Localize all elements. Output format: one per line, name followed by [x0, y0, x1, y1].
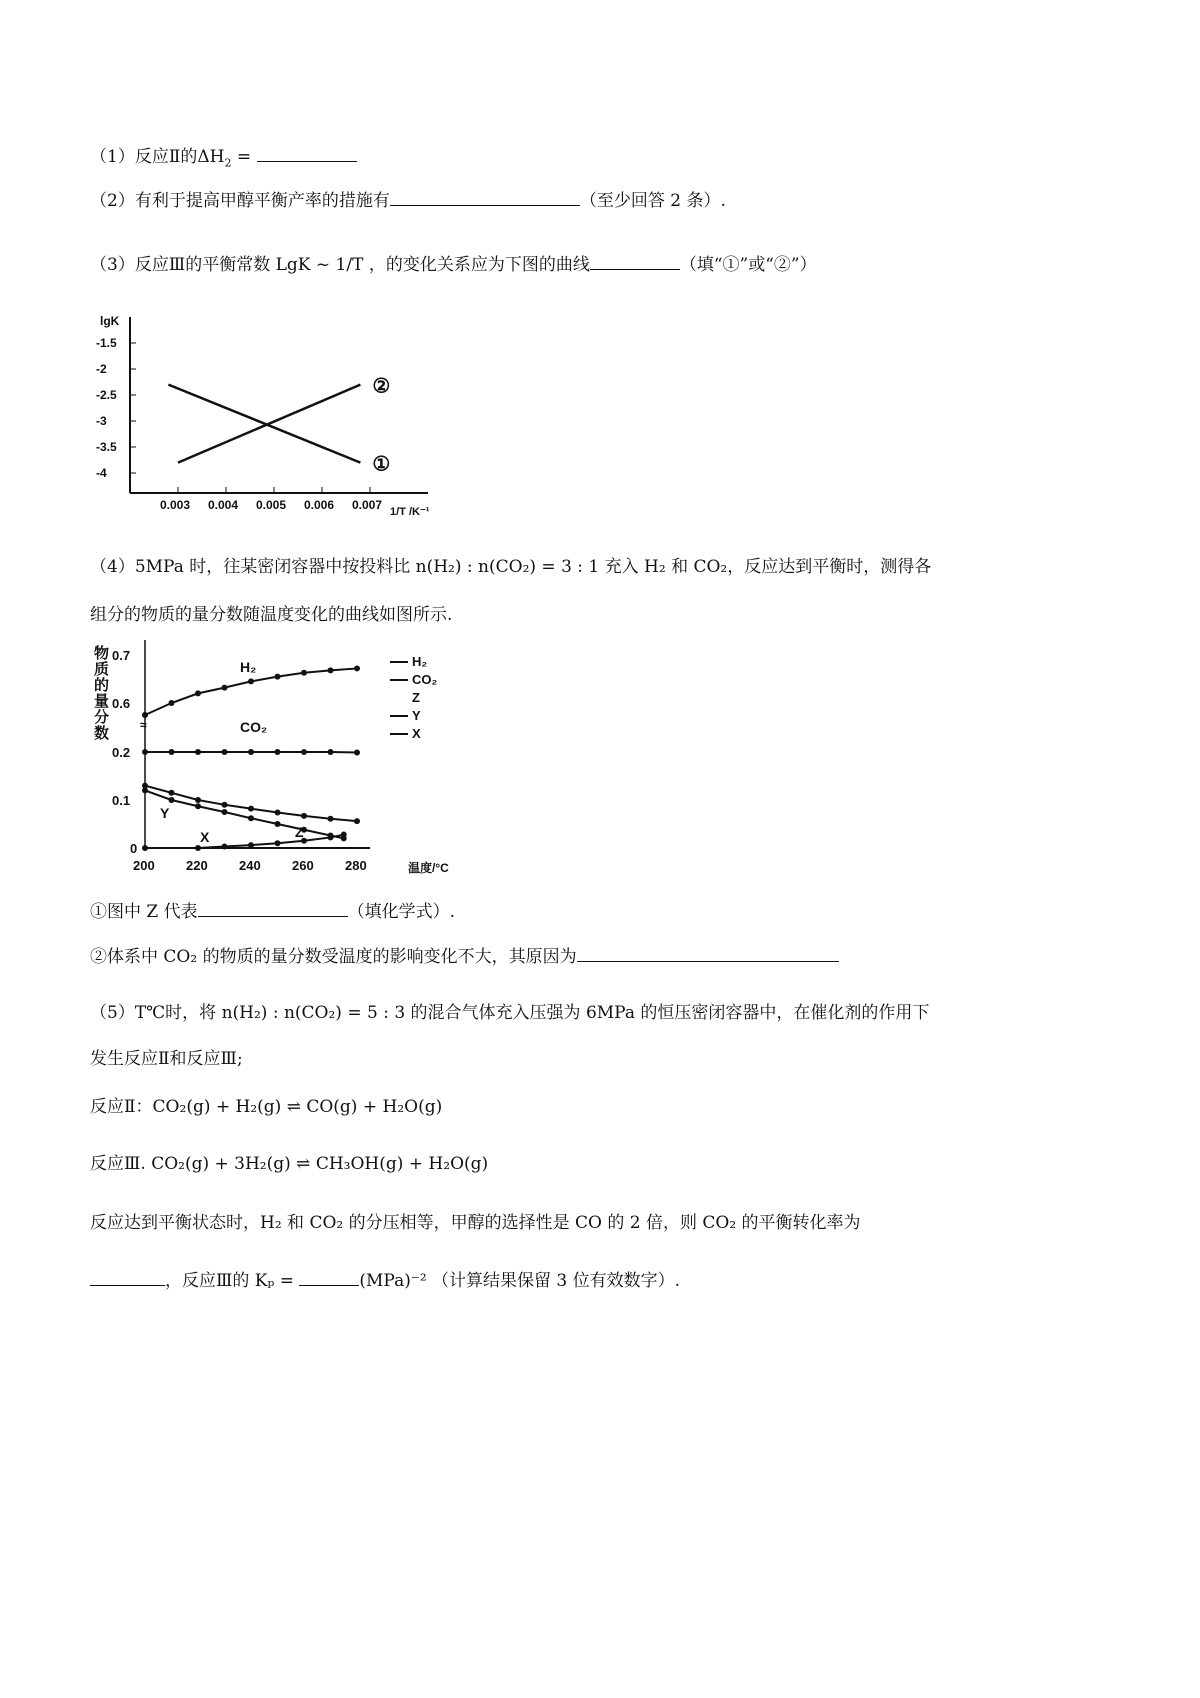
- y-tick-label: 0.7: [112, 648, 131, 663]
- axis-break: ≈: [140, 718, 147, 732]
- q2-text: （2）有利于提高甲醇平衡产率的措施有: [90, 191, 390, 211]
- x-axis-label: 1/T /K⁻¹: [390, 506, 430, 518]
- question-1: [90, 142, 357, 169]
- x-tick-label: 0.003: [160, 498, 191, 512]
- data-point: [248, 815, 254, 821]
- data-point: [142, 787, 148, 793]
- data-point: [301, 670, 307, 676]
- data-point: [275, 840, 281, 846]
- q4b-text: ②体系中 CO₂ 的物质的量分数受温度的影响变化不大，其原因为: [90, 947, 577, 967]
- data-point: [275, 749, 281, 755]
- data-point: [195, 803, 201, 809]
- data-point: [142, 749, 148, 755]
- lgk-figure: [90, 305, 450, 530]
- answer-blank[interactable]: [90, 1268, 165, 1286]
- data-point: [169, 797, 175, 803]
- q1-text: （1）反应Ⅱ的ΔH: [90, 147, 225, 167]
- x-tick-label: 240: [239, 858, 261, 873]
- data-point: [328, 667, 334, 673]
- data-point: [169, 790, 175, 796]
- answer-blank[interactable]: [198, 899, 348, 917]
- q4-line2: 组分的物质的量分数随温度变化的曲线如图所示.: [90, 605, 453, 625]
- data-point: [195, 690, 201, 696]
- data-point: [222, 809, 228, 815]
- data-point: [301, 813, 307, 819]
- y-tick-label: -3.5: [96, 440, 117, 454]
- data-point: [275, 809, 281, 815]
- legend-label: CO₂: [412, 672, 438, 687]
- q5-line2: 发生反应Ⅱ和反应Ⅲ;: [90, 1049, 243, 1069]
- y-axis-label: 物: [94, 645, 110, 662]
- y-tick-label: -2: [96, 362, 107, 376]
- data-point: [275, 674, 281, 680]
- data-point: [248, 806, 254, 812]
- q2-after: （至少回答 2 条）.: [579, 191, 726, 211]
- y-tick-label: -1.5: [96, 336, 117, 350]
- y-tick-label: -2.5: [96, 388, 117, 402]
- data-point: [142, 712, 148, 718]
- legend-label: Y: [412, 708, 421, 723]
- data-point: [354, 665, 360, 671]
- legend-label: H₂: [412, 654, 428, 669]
- data-point: [328, 749, 334, 755]
- series-label: H₂: [240, 659, 257, 675]
- data-point: [354, 818, 360, 824]
- y-tick-label: -4: [96, 466, 107, 480]
- answer-blank[interactable]: [590, 252, 680, 270]
- reaction-3: 反应Ⅲ. CO₂(g) + 3H₂(g) ⇌ CH₃OH(g) + H₂O(g): [90, 1154, 489, 1174]
- series-H₂: [145, 668, 357, 715]
- data-point: [195, 845, 201, 851]
- q5-line4a: ，反应Ⅲ的 Kₚ =: [165, 1271, 300, 1291]
- x-axis-label: 温度/°C: [408, 861, 449, 875]
- q4-line1: （4）5MPa 时，往某密闭容器中按投料比 n(H₂) : n(CO₂) = 3 : 1 充入 H₂ 和 CO₂，反应达到平衡时，测得各: [90, 557, 932, 577]
- x-tick-label: 0.004: [208, 498, 239, 512]
- data-point: [195, 797, 201, 803]
- answer-blank[interactable]: [390, 188, 580, 206]
- answer-blank[interactable]: [299, 1268, 359, 1286]
- q5-line4b: (MPa)⁻² （计算结果保留 3 位有效数字）.: [359, 1271, 681, 1291]
- question-2: [90, 186, 726, 211]
- series-label: Z: [295, 824, 304, 840]
- y-axis-label: 数: [94, 725, 110, 742]
- q5-line4: [90, 1266, 680, 1291]
- x-tick-label: 0.006: [304, 498, 335, 512]
- y-axis-label: 分: [94, 709, 110, 726]
- x-tick-label: 200: [133, 858, 155, 873]
- y-axis-label: 量: [94, 693, 110, 710]
- q1-eq: =: [231, 147, 257, 167]
- reaction-2: 反应Ⅱ：CO₂(g) + H₂(g) ⇌ CO(g) + H₂O(g): [90, 1097, 443, 1117]
- x-tick-label: 260: [292, 858, 314, 873]
- curve-label: ②: [372, 375, 391, 398]
- y-axis-label: 质: [94, 661, 110, 678]
- series-Y: [145, 790, 344, 838]
- q4a-after: （填化学式）.: [347, 902, 456, 922]
- question-4a: [90, 897, 455, 922]
- y-axis-label: lgK: [100, 314, 120, 328]
- question-3: [90, 250, 817, 275]
- q5-line1: （5）T℃时，将 n(H₂) : n(CO₂) = 5 : 3 的混合气体充入压强为 6MPa 的恒压密闭容器中，在催化剂的作用下: [90, 1003, 930, 1023]
- series-label: Y: [160, 805, 170, 821]
- series-label: X: [200, 829, 210, 845]
- data-point: [354, 749, 360, 755]
- x-tick-label: 0.005: [256, 498, 287, 512]
- data-point: [195, 749, 201, 755]
- q1-sub: 2: [224, 156, 232, 170]
- legend-label: Z: [412, 690, 420, 705]
- y-tick-label: -3: [96, 414, 107, 428]
- q5-line3: 反应达到平衡状态时，H₂ 和 CO₂ 的分压相等，甲醇的选择性是 CO 的 2 倍，则 CO₂ 的平衡转化率为: [90, 1213, 861, 1233]
- data-point: [328, 816, 334, 822]
- y-tick-label: 0.6: [112, 696, 131, 711]
- data-point: [222, 844, 228, 850]
- q3-text: （3）反应Ⅲ的平衡常数 LgK ~ 1/T ，的变化关系应为下图的曲线: [90, 255, 590, 275]
- answer-blank[interactable]: [257, 144, 357, 162]
- x-tick-label: 220: [186, 858, 208, 873]
- data-point: [341, 832, 347, 838]
- x-tick-label: 0.007: [352, 498, 383, 512]
- data-point: [142, 845, 148, 851]
- y-axis-label: 的: [94, 677, 110, 694]
- curve-label: ①: [372, 453, 391, 476]
- data-point: [248, 678, 254, 684]
- data-point: [248, 749, 254, 755]
- answer-blank[interactable]: [577, 944, 839, 962]
- data-point: [248, 842, 254, 848]
- q4a-text: ①图中 Z 代表: [90, 902, 198, 922]
- data-point: [169, 749, 175, 755]
- data-point: [222, 685, 228, 691]
- mole-fraction-figure: [90, 632, 470, 882]
- x-tick-label: 280: [345, 858, 367, 873]
- data-point: [275, 821, 281, 827]
- y-tick-label: 0: [130, 841, 138, 856]
- data-point: [222, 749, 228, 755]
- y-tick-label: 0.1: [112, 793, 131, 808]
- data-point: [301, 749, 307, 755]
- legend-label: X: [412, 726, 421, 741]
- question-4b: [90, 942, 839, 967]
- series-X: [145, 835, 344, 848]
- data-point: [169, 700, 175, 706]
- y-tick-label: 0.2: [112, 745, 131, 760]
- series-label: CO₂: [240, 719, 268, 735]
- q3-after: （填“①”或“②”）: [679, 255, 817, 275]
- data-point: [328, 834, 334, 840]
- data-point: [222, 802, 228, 808]
